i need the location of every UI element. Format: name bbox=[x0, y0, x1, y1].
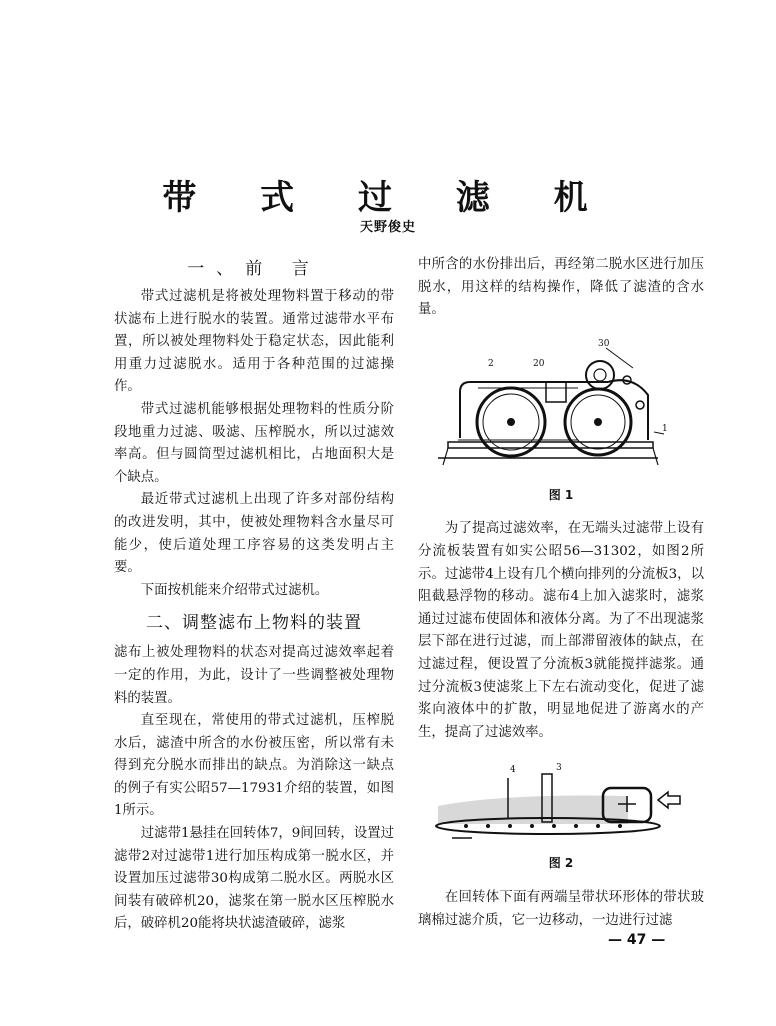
paragraph: 直至现在，常使用的带式过滤机，压榨脱水后，滤渣中所含的水份被压密，所以常有未得到充分脱水而排出的缺点。为消除这一缺点的例子有实公昭57—17931介绍的装置，如图1所示。 bbox=[114, 713, 394, 819]
figure-1-caption: 图 1 bbox=[548, 487, 574, 502]
paragraph: 带式过滤机是将被处理物料置于移动的带状滤布上进行脱水的装置。通常过滤带水平布置，所以被处理物料处于稳定状态，因此能利用重力过滤脱水。适用于各种范围的过滤操作。 bbox=[114, 289, 394, 395]
left-column bbox=[114, 254, 394, 936]
section-heading-2: 二、调整滤布上物料的装置 bbox=[146, 613, 362, 634]
author-name: 天野俊史 bbox=[359, 220, 416, 235]
paragraph: 最近带式过滤机上出现了许多对部份结构的改进发明，其中，使被处理物料含水量尽可能少，使后道处理工序容易的这类发明占主要。 bbox=[114, 492, 394, 576]
right-column bbox=[418, 254, 704, 932]
paragraph: 带式过滤机能够根据处理物料的性质分阶段地重力过滤、吸滤、压榨脱水，所以过滤效率高。但与圆筒型过滤机相比，占地面积大是个缺点。 bbox=[114, 401, 394, 485]
figure-2-label-3: 3 bbox=[556, 763, 562, 774]
paragraph: 下面按机能来介绍带式过滤机。 bbox=[140, 582, 329, 598]
figure-2 bbox=[418, 758, 704, 875]
paragraph: 为了提高过滤效率，在无端头过滤带上设有分流板装置有如实公昭56—31302，如图2所示。过滤带4上设有几个横向排列的分流板3，以阻截悬浮物的移动。滤布4上加入滤浆时，滤浆通过过滤布使固体和液体分离。为了不出现滤浆层下部在进行过滤，而上部滞留液体的缺点，在过滤过程，便设置了分流板3就能搅拌滤浆。通过分流板3使滤浆上下左右流动变化，促进了滤浆向液体中的扩散，明显地促进了游离水的产生，提高了过滤效率。 bbox=[418, 521, 704, 740]
figure-1-label-30: 30 bbox=[598, 338, 610, 349]
figure-1-label-2: 2 bbox=[488, 358, 494, 369]
paragraph: 过滤带1悬挂在回转体7，9间回转，设置过滤带2对过滤带1进行加压构成第一脱水区，并设置加压过滤带30构成第二脱水区。两脱水区间装有破碎机20，滤浆在第一脱水区压榨脱水后，破碎机20能将块状滤渣破碎，滤浆 bbox=[114, 826, 394, 932]
figure-2-caption: 图 2 bbox=[548, 856, 574, 871]
paragraph: 中所含的水份排出后，再经第二脱水区进行加压脱水，用这样的结构操作，降低了滤渣的含水量。 bbox=[418, 257, 704, 318]
figure-1-label-20: 20 bbox=[533, 358, 545, 369]
figure-2-diagram bbox=[418, 758, 688, 848]
figure-1-label-1: 1 bbox=[662, 423, 668, 434]
figure-1-diagram bbox=[418, 330, 668, 480]
paragraph: 滤布上被处理物料的状态对提高过滤效率起着一定的作用，为此，设计了一些调整被处理物料的装置。 bbox=[114, 645, 394, 706]
figure-1 bbox=[418, 330, 704, 507]
section-heading-intro: 一、前 言 bbox=[187, 259, 321, 279]
article-title: 带 式 过 滤 机 bbox=[162, 178, 614, 218]
page-number: — 47 — bbox=[608, 932, 666, 948]
figure-2-label-4: 4 bbox=[510, 765, 516, 776]
paragraph: 在回转体下面有两端呈带状环形体的带状玻璃棉过滤介质，它一边移动，一边进行过滤 bbox=[418, 889, 704, 928]
